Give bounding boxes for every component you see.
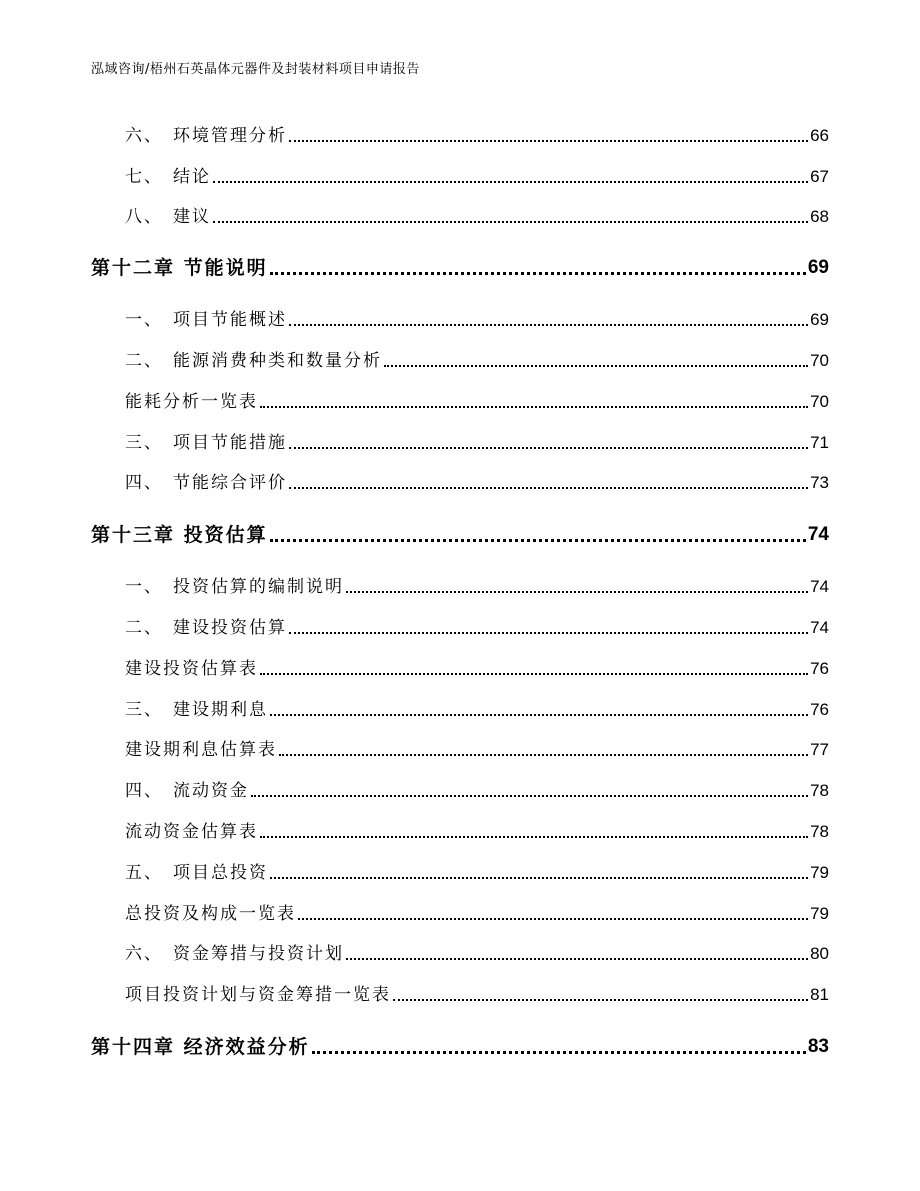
toc-entry-number: 三、 <box>125 433 163 453</box>
toc-dot-leader <box>270 272 806 275</box>
toc-page-number: 67 <box>810 167 829 186</box>
toc-entry-text: 建设期利息估算表 <box>125 740 277 760</box>
toc-page-number: 66 <box>810 126 829 145</box>
toc-entry-text: 流动资金 <box>173 781 249 801</box>
toc-entry-title <box>125 942 344 966</box>
toc-table-entry[interactable] <box>125 390 829 414</box>
toc-entry-number: 三、 <box>125 700 163 720</box>
table-of-contents <box>91 0 829 1191</box>
toc-entry[interactable] <box>125 431 829 455</box>
toc-page-number: 73 <box>810 473 829 492</box>
toc-dot-leader <box>384 365 808 367</box>
toc-dot-leader <box>289 140 808 142</box>
toc-page-number: 78 <box>810 781 829 800</box>
toc-entry-number: 四、 <box>125 473 163 493</box>
toc-entry-text: 总投资及构成一览表 <box>125 904 296 924</box>
toc-entry-title <box>125 205 211 229</box>
toc-page-number: 76 <box>810 659 829 678</box>
toc-page-number: 69 <box>810 310 829 329</box>
toc-chapter-entry[interactable] <box>91 522 829 548</box>
toc-dot-leader <box>279 754 808 756</box>
toc-entry-text: 项目节能概述 <box>173 310 287 330</box>
toc-entry-number: 六、 <box>125 944 163 964</box>
toc-page-number: 83 <box>807 1036 829 1057</box>
toc-entry[interactable] <box>125 205 829 229</box>
toc-entry-text: 建设期利息 <box>173 700 268 720</box>
toc-page-number: 77 <box>810 740 829 759</box>
toc-dot-leader <box>213 221 808 223</box>
toc-page-number: 78 <box>810 822 829 841</box>
toc-entry-text: 能源消费种类和数量分析 <box>173 351 382 371</box>
toc-table-entry[interactable] <box>125 820 829 844</box>
toc-page-number: 69 <box>807 257 829 278</box>
toc-page-number: 80 <box>810 944 829 963</box>
toc-page-number: 71 <box>810 433 829 452</box>
toc-entry-title <box>125 575 344 599</box>
toc-dot-leader <box>346 958 808 960</box>
toc-page-number: 81 <box>810 985 829 1004</box>
toc-entry-title <box>125 124 287 148</box>
toc-entry-text: 投资估算的编制说明 <box>173 577 344 597</box>
toc-dot-leader <box>213 181 808 183</box>
toc-entry-text: 建设投资估算表 <box>125 659 258 679</box>
toc-entry-title <box>125 165 211 189</box>
toc-entry[interactable] <box>125 575 829 599</box>
toc-page-number: 68 <box>810 207 829 226</box>
toc-table-entry[interactable] <box>125 657 829 681</box>
toc-page-number: 70 <box>810 392 829 411</box>
toc-entry-title <box>125 308 287 332</box>
toc-page-number: 79 <box>810 904 829 923</box>
toc-dot-leader <box>251 795 808 797</box>
toc-entry[interactable] <box>125 779 829 803</box>
toc-entry-title <box>125 471 287 495</box>
toc-entry[interactable] <box>125 349 829 373</box>
toc-page-number: 74 <box>807 524 829 545</box>
toc-entry-title <box>125 861 268 885</box>
toc-dot-leader <box>346 591 808 593</box>
toc-entry[interactable] <box>125 308 829 332</box>
toc-entry-text: 项目投资计划与资金筹措一览表 <box>125 985 391 1005</box>
toc-dot-leader <box>289 447 808 449</box>
toc-entry[interactable] <box>125 165 829 189</box>
toc-chapter-title: 第十二章 节能说明 <box>91 257 268 279</box>
toc-entry-number: 六、 <box>125 126 163 146</box>
toc-page-number: 79 <box>810 863 829 882</box>
toc-entry-title <box>125 698 268 722</box>
toc-entry[interactable] <box>125 471 829 495</box>
toc-chapter-title: 第十三章 投资估算 <box>91 524 268 546</box>
toc-entry[interactable] <box>125 698 829 722</box>
toc-entry-text: 环境管理分析 <box>173 126 287 146</box>
toc-chapter-entry[interactable] <box>91 255 829 281</box>
toc-entry[interactable] <box>125 124 829 148</box>
toc-dot-leader <box>289 487 808 489</box>
toc-dot-leader <box>270 539 806 542</box>
toc-dot-leader <box>270 714 808 716</box>
toc-entry-title <box>125 779 249 803</box>
toc-entry[interactable] <box>125 942 829 966</box>
running-header: 泓域咨询/梧州石英晶体元器件及封装材料项目申请报告 <box>91 62 420 77</box>
toc-entry-number: 四、 <box>125 781 163 801</box>
toc-dot-leader <box>312 1051 806 1054</box>
toc-entry-number: 一、 <box>125 577 163 597</box>
toc-entry-text: 项目节能措施 <box>173 433 287 453</box>
toc-dot-leader <box>270 877 808 879</box>
toc-dot-leader <box>260 673 808 675</box>
toc-dot-leader <box>260 836 808 838</box>
toc-dot-leader <box>289 324 808 326</box>
toc-dot-leader <box>393 999 808 1001</box>
toc-entry-number: 一、 <box>125 310 163 330</box>
toc-entry-title <box>125 349 382 373</box>
toc-table-entry[interactable] <box>125 902 829 926</box>
toc-entry-text: 结论 <box>173 167 211 187</box>
toc-entry-text: 项目总投资 <box>173 863 268 883</box>
toc-entry-title <box>125 616 287 640</box>
toc-entry-title <box>125 431 287 455</box>
toc-dot-leader <box>289 632 808 634</box>
toc-entry-number: 二、 <box>125 351 163 371</box>
toc-entry[interactable] <box>125 861 829 885</box>
toc-entry-text: 流动资金估算表 <box>125 822 258 842</box>
toc-entry-number: 五、 <box>125 863 163 883</box>
toc-dot-leader <box>260 406 808 408</box>
toc-chapter-entry[interactable] <box>91 1034 829 1060</box>
toc-dot-leader <box>298 918 808 920</box>
toc-entry[interactable] <box>125 616 829 640</box>
toc-entry-number: 八、 <box>125 207 163 227</box>
toc-chapter-title: 第十四章 经济效益分析 <box>91 1036 310 1058</box>
toc-entry-text: 节能综合评价 <box>173 473 287 493</box>
toc-page-number: 76 <box>810 700 829 719</box>
toc-page-number: 74 <box>810 577 829 596</box>
toc-entry-text: 建设投资估算 <box>173 618 287 638</box>
toc-page-number: 70 <box>810 351 829 370</box>
toc-entry-text: 能耗分析一览表 <box>125 392 258 412</box>
toc-table-entry[interactable] <box>125 983 829 1007</box>
toc-page-number: 74 <box>810 618 829 637</box>
toc-entry-text: 建议 <box>173 207 211 227</box>
toc-entry-text: 资金筹措与投资计划 <box>173 944 344 964</box>
toc-entry-number: 二、 <box>125 618 163 638</box>
toc-table-entry[interactable] <box>125 738 829 762</box>
toc-entry-number: 七、 <box>125 167 163 187</box>
